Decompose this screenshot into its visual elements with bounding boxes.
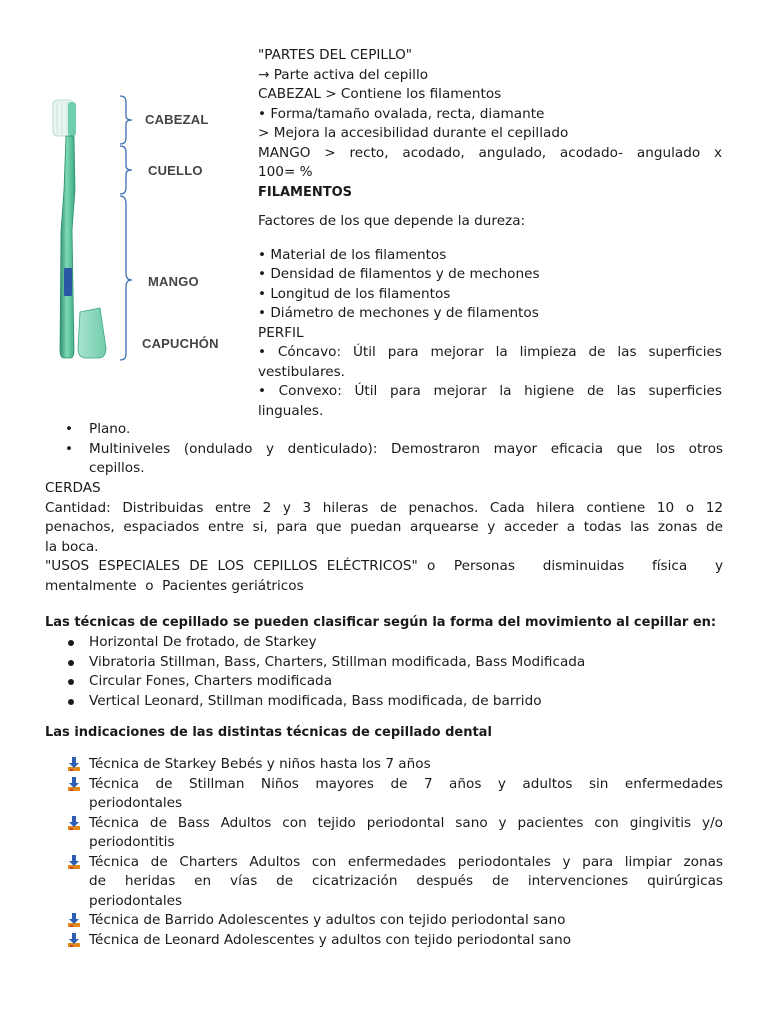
list-item-text: cepillos. [89,460,145,476]
list-item [45,853,723,912]
text-line: MANGO > recto, acodado, angulado, acodado- angulado x [258,144,722,161]
bracket-cabezal [120,96,132,144]
list-item-text: Técnica de Barrido Adolescentes y adultos con tejido periodontal sano [89,912,566,928]
list-item-text: periodontales [89,795,183,811]
text-line: • Cóncavo: Útil para mejorar la limpieza de las superficies [258,344,722,360]
indicaciones-list [45,755,723,950]
list-item: Vertical Leonard, Stillman modificada, Bass modificada, de barrido [45,692,723,712]
text-line: > Mejora la accesibilidad durante el cepillado [258,125,569,141]
text-line: la boca. [45,538,99,555]
text-line: • Longitud de los filamentos [258,285,451,302]
bracket-mango [120,196,132,360]
list-item-text: Técnica de Leonard Adolescentes y adultos con tejido periodontal sano [89,931,572,948]
right-column [258,46,722,421]
section-title: Las técnicas de cepillado se pueden clasificar según la forma del movimiento al cepillar en: [45,615,717,630]
text-line: Factores de los que depende la dureza: [258,213,526,229]
label-cabezal: CABEZAL [145,112,209,127]
heading-filamentos: FILAMENTOS [258,184,353,200]
text-line: "PARTES DEL CEPILLO" [258,47,413,63]
text-line: PERFIL [258,324,304,341]
down-arrow-bullet-icon [67,855,81,870]
text-line: • Convexo: Útil para mejorar la higiene de las superficies [258,383,722,399]
list-item-text: Técnica de Charters Adultos con enfermedades periodontales y para limpiar zonas [89,853,723,870]
tecnicas-list [45,633,723,711]
list-item-text: periodontitis [89,834,175,850]
text-line: vestibulares. [258,363,346,380]
perfil-bullets [45,420,723,479]
list-item-text: de heridas en vías de cicatrización después de intervenciones quirúrgicas [89,873,723,889]
down-arrow-bullet-icon [67,777,81,792]
text-line: • Densidad de filamentos y de mechones [258,266,540,282]
toothbrush-illustration [28,90,250,370]
list-item-text: Plano. [89,421,131,437]
text-line: 100= % [258,164,313,180]
text-line: • Forma/tamaño ovalada, recta, diamante [258,105,545,122]
list-item [45,911,723,931]
bristles-icon [53,100,76,136]
list-item-text: Técnica de Stillman Niños mayores de 7 años y adultos sin enfermedades [89,775,723,792]
text-line: mentalmente o Pacientes geriátricos [45,577,304,594]
down-arrow-bullet-icon [67,757,81,772]
text-line: • Material de los filamentos [258,246,447,263]
bullet-icon: • [65,421,74,437]
list-item: Horizontal De frotado, de Starkey [45,633,723,653]
indicaciones-section [45,723,723,950]
list-item-text: Técnica de Starkey Bebés y niños hasta los 7 años [89,756,431,772]
list-item [45,420,723,440]
list-item-text: Multiniveles (ondulado y denticulado): Demostraron mayor eficacia que los otros [89,440,723,457]
bracket-cuello [120,146,132,194]
down-arrow-bullet-icon [67,933,81,948]
list-item: Circular Fones, Charters modificada [45,672,723,692]
list-item-text: Técnica de Bass Adultos con tejido periodontal sano y pacientes con gingivitis y/o [89,814,723,831]
list-item [45,775,723,814]
list-item [45,440,723,479]
text-line: → Parte activa del cepillo [258,66,429,83]
list-item [45,814,723,853]
tecnicas-section [45,613,723,711]
list-item [45,931,723,951]
label-capuchon: CAPUCHÓN [142,336,219,351]
list-item-text: periodontales [89,892,183,909]
text-line: CABEZAL > Contiene los filamentos [258,86,502,102]
bullet-icon: • [65,440,74,457]
cerdas-section [45,479,723,596]
text-line: "USOS ESPECIALES DE LOS CEPILLOS ELÉCTRICOS" o Personas disminuidas física y [45,558,723,574]
text-line: • Diámetro de mechones y de filamentos [258,305,539,321]
toothbrush-figure [28,90,250,370]
label-cuello: CUELLO [148,163,203,178]
list-item: Vibratoria Stillman, Bass, Charters, Stillman modificada, Bass Modificada [45,653,723,673]
section-title: Las indicaciones de las distintas técnicas de cepillado dental [45,725,492,740]
label-mango: MANGO [148,274,199,289]
text-line: linguales. [258,402,324,419]
text-line: Cantidad: Distribuidas entre 2 y 3 hileras de penachos. Cada hilera contiene 10 o 12 [45,499,723,516]
down-arrow-bullet-icon [67,816,81,831]
text-line: penachos, espaciados entre si, para que puedan arquearse y acceder a todas las zonas de [45,519,723,535]
list-item [45,755,723,775]
down-arrow-bullet-icon [67,913,81,928]
cerdas-title: CERDAS [45,480,101,496]
